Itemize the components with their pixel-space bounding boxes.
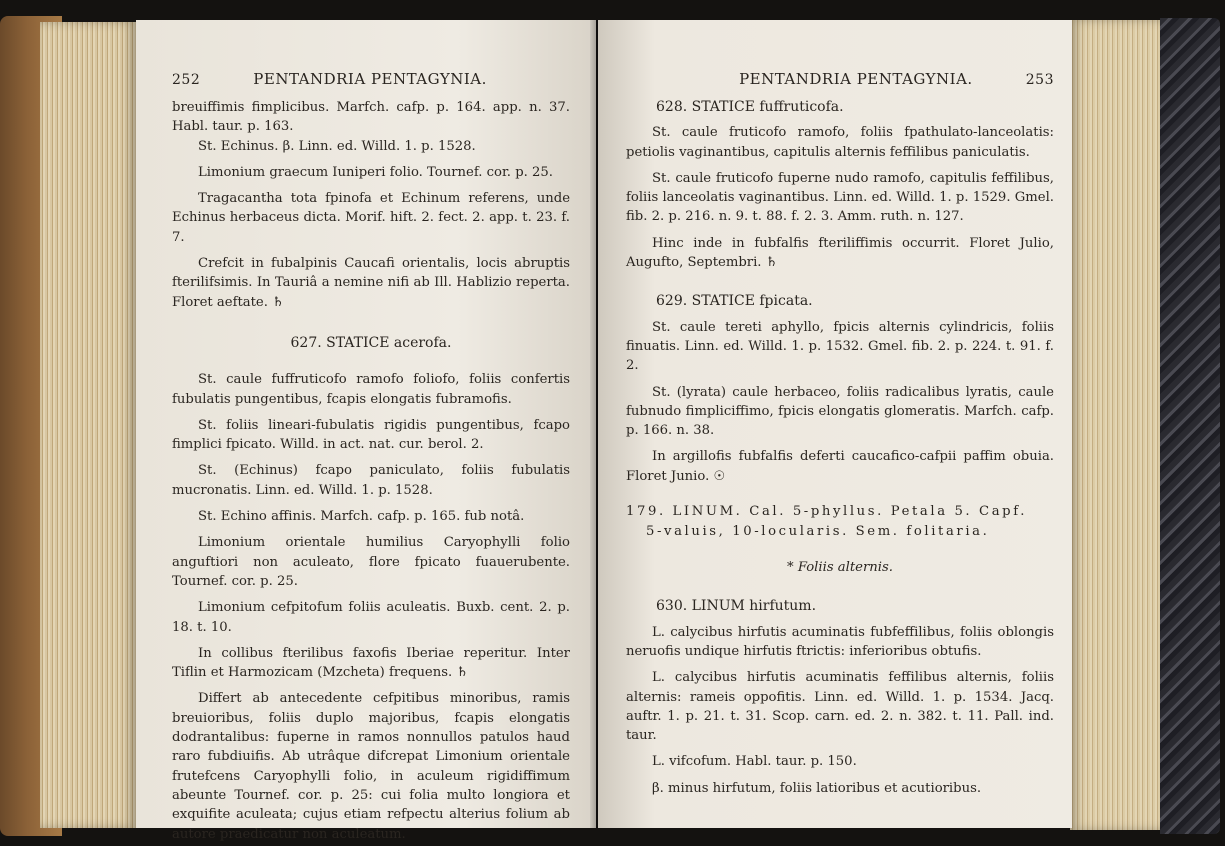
paragraph: In argillofis fubfalfis deferti caucafico-cafpii paffim obuia. Floret Junio. ☉ <box>626 449 1054 484</box>
genus-heading-continued: 5-valuis, 10-locularis. Sem. folitaria. <box>646 524 990 540</box>
paragraph: Crefcit in fubalpinis Caucafi orientalis, locis abruptis fterilifsimis. In Tauriâ a nemine nifi ab Ill. Hablizio reperta. Floret aeftate. ♄ <box>172 256 570 310</box>
paragraph: Limonium graecum Iuniperi folio. Tournef. cor. p. 25. <box>198 164 553 180</box>
paragraph: St. (Echinus) fcapo paniculato, foliis fubulatis mucronatis. Linn. ed. Willd. 1. p. 1528. <box>172 463 570 498</box>
page-number: 253 <box>1025 72 1054 88</box>
paragraph: St. caule fuffruticofo ramofo foliofo, foliis confertis fubulatis pungentibus, fcapis elongatis fubramofis. <box>172 372 570 407</box>
running-head-title: PENTANDRIA PENTAGYNIA. <box>253 70 487 88</box>
species-heading: 630. LINUM hirfutum. <box>656 598 817 615</box>
running-head-right <box>626 70 1054 88</box>
paragraph: β. minus hirfutum, foliis latioribus et acutioribus. <box>652 780 982 796</box>
running-head-left <box>172 70 570 88</box>
paragraph: L. vifcofum. Habl. taur. p. 150. <box>652 754 857 770</box>
page-edges-left <box>40 22 136 828</box>
running-head-title: PENTANDRIA PENTAGYNIA. <box>739 70 973 88</box>
species-heading: 628. STATICE fuffruticofa. <box>656 99 844 115</box>
paragraph: Tragacantha tota fpinofa et Echinum referens, unde Echinus herbaceus dicta. Morif. hift. 2. fect. 2. app. t. 23. f. 7. <box>172 191 570 245</box>
paragraph: Hinc inde in fubfalfis fteriliffimis occurrit. Floret Julio, Augufto, Septembri. ♄ <box>626 235 1054 271</box>
left-page <box>136 20 596 842</box>
paragraph: St. caule tereti aphyllo, fpicis alternis cylindricis, foliis finuatis. Linn. ed. Willd. 1. p. 1532. Gmel. fib. 2. p. 224. t. 91. f. 2. <box>626 319 1054 374</box>
paragraph: Differt ab antecedente cefpitibus minoribus, ramis breuioribus, foliis duplo majoribus, fcapis elongatis dodrantalibus: fuperne in ramos nonnullos patulos haud raro fubdiuifis. Ab utrâque difcrepat Limonium orientale frutefcens Caryophylli folio, in aculeum rigidiffimum abeunte Tournef. cor. p. 25: cui folia multo longiora et exquifite aculeata; cujus etiam refpectu alterius folium ab autore praedicatur non aculeatum. <box>172 691 570 842</box>
paragraph: L. calycibus hirfutis acuminatis fubfeffilibus, foliis oblongis neruofis undique hirfutis ftrictis: inferioribus obtufis. <box>626 624 1054 659</box>
section-heading: * Foliis alternis. <box>787 560 893 576</box>
book-cover-right <box>1160 18 1220 834</box>
paragraph: St. Echinus. β. Linn. ed. Willd. 1. p. 1528. <box>198 138 476 154</box>
paragraph: St. Echino affinis. Marfch. cafp. p. 165. fub notâ. <box>198 509 525 525</box>
right-page <box>598 20 1072 828</box>
page-number: 252 <box>172 72 201 88</box>
paragraph: Limonium orientale humilius Caryophylli folio anguftiori non aculeato, flore fpicato fuauerubente. Tournef. cor. p. 25. <box>172 535 570 589</box>
paragraph: St. caule fruticofo ramofo, foliis fpathulato-lanceolatis: petiolis vaginantibus, capitulis alternis feffilibus paniculatis. <box>626 125 1054 160</box>
paragraph: St. foliis lineari-fubulatis rigidis pungentibus, fcapo fimplici fpicato. Willd. in act. nat. cur. berol. 2. <box>172 417 570 453</box>
species-heading: 627. STATICE acerofa. <box>290 334 452 351</box>
species-heading: 629. STATICE fpicata. <box>656 293 813 310</box>
paragraph: L. calycibus hirfutis acuminatis feffilibus alternis, foliis alternis: rameis oppofitis. Linn. ed. Willd. 1. p. 1534. Jacq. auftr. 1. p. 21. t. 31. Scop. carn. ed. 2. n. 382. t. 11. Pall. ind. taur. <box>626 670 1054 744</box>
paragraph: In collibus fterilibus faxofis Iberiae reperitur. Inter Tiflin et Harmozicam (Mzcheta) frequens. ♄ <box>172 645 570 681</box>
paragraph: Limonium cefpitofum foliis aculeatis. Buxb. cent. 2. p. 18. t. 10. <box>172 600 570 635</box>
paragraph: breuiffimis fimplicibus. Marfch. cafp. p. 164. app. n. 37. Habl. taur. p. 163. <box>172 100 570 135</box>
paragraph: St. caule fruticofo fuperne nudo ramofo, capitulis feffilibus, foliis lanceolatis vaginantibus. Linn. ed. Willd. 1. p. 1529. Gmel. fib. 2. p. 216. n. 9. t. 88. f. 2. 3. Amm. ruth. n. 127. <box>626 170 1054 225</box>
genus-heading: 179. LINUM. Cal. 5-phyllus. Petala 5. Capf. <box>626 504 1028 520</box>
paragraph: St. (lyrata) caule herbaceo, foliis radicalibus lyratis, caule fubnudo fimpliciffimo, fpicis elongatis glomeratis. Marfch. cafp. p. 166. n. 38. <box>626 384 1054 439</box>
